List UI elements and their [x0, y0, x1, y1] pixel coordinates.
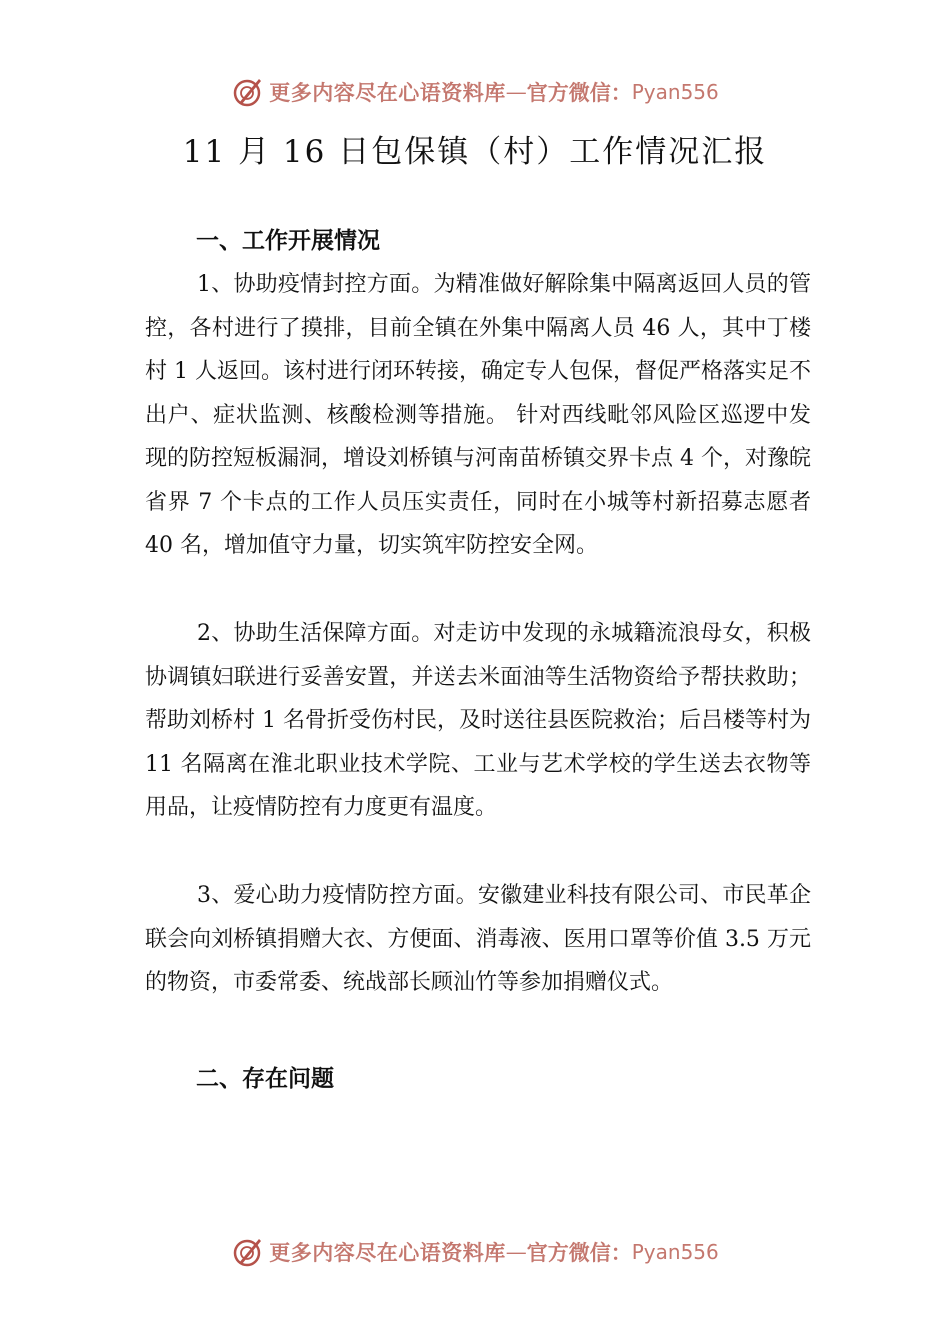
- paragraph-1: 1、协助疫情封控方面。为精准做好解除集中隔离返回人员的管控，各村进行了摸排，目前全镇在外集中隔离人员 46 人，其中丁楼村 1 人返回。该村进行闭环转接，确定专人包保，督促严格落实足不出户、症状监测、核酸检测等措施。 针对西线毗邻风险区巡逻中发现的防控短板漏洞，增设刘桥镇与河南苗桥镇交界卡点 4 个，对豫皖省界 7 个卡点的工作人员压实责任，同时在小城等村新招募志愿者 40 名，增加值守力量，切实筑牢防控安全网。: [145, 272, 811, 558]
- watermark-banner-top: [0, 72, 950, 112]
- watermark-wechat-prefix: 官方微信：: [526, 80, 632, 105]
- watermark-separator: —: [505, 1240, 527, 1264]
- watermark-wechat-id: Pyan556: [631, 1240, 719, 1264]
- section-heading-1: 一、工作开展情况: [196, 228, 380, 254]
- section-heading-2: 二、存在问题: [196, 1066, 334, 1092]
- quill-logo-icon: [231, 75, 265, 109]
- watermark-wechat-id: Pyan556: [631, 80, 719, 104]
- watermark-banner-bottom: [0, 1232, 950, 1272]
- quill-logo-icon: [231, 1235, 265, 1269]
- watermark-wechat-prefix: 官方微信：: [526, 1240, 632, 1265]
- paragraph-2: 2、协助生活保障方面。对走访中发现的永城籍流浪母女，积极协调镇妇联进行妥善安置，并送去米面油等生活物资给予帮扶救助；帮助刘桥村 1 名骨折受伤村民，及时送往县医院救治；后吕楼等村为 11 名隔离在淮北职业技术学院、工业与艺术学校的学生送去衣物等用品，让疫情防控有力度更有温度。: [145, 621, 811, 820]
- watermark-text: 更多内容尽在心语资料库: [269, 1240, 506, 1265]
- watermark-separator: —: [505, 80, 527, 104]
- paragraph-3: 3、爱心助力疫情防控方面。安徽建业科技有限公司、市民革企联会向刘桥镇捐赠大衣、方便面、消毒液、医用口罩等价值 3.5 万元的物资，市委常委、统战部长顾汕竹等参加捐赠仪式。: [145, 883, 811, 995]
- document-title: 11 月 16 日包保镇（村）工作情况汇报: [182, 134, 768, 170]
- watermark-text: 更多内容尽在心语资料库: [269, 80, 506, 105]
